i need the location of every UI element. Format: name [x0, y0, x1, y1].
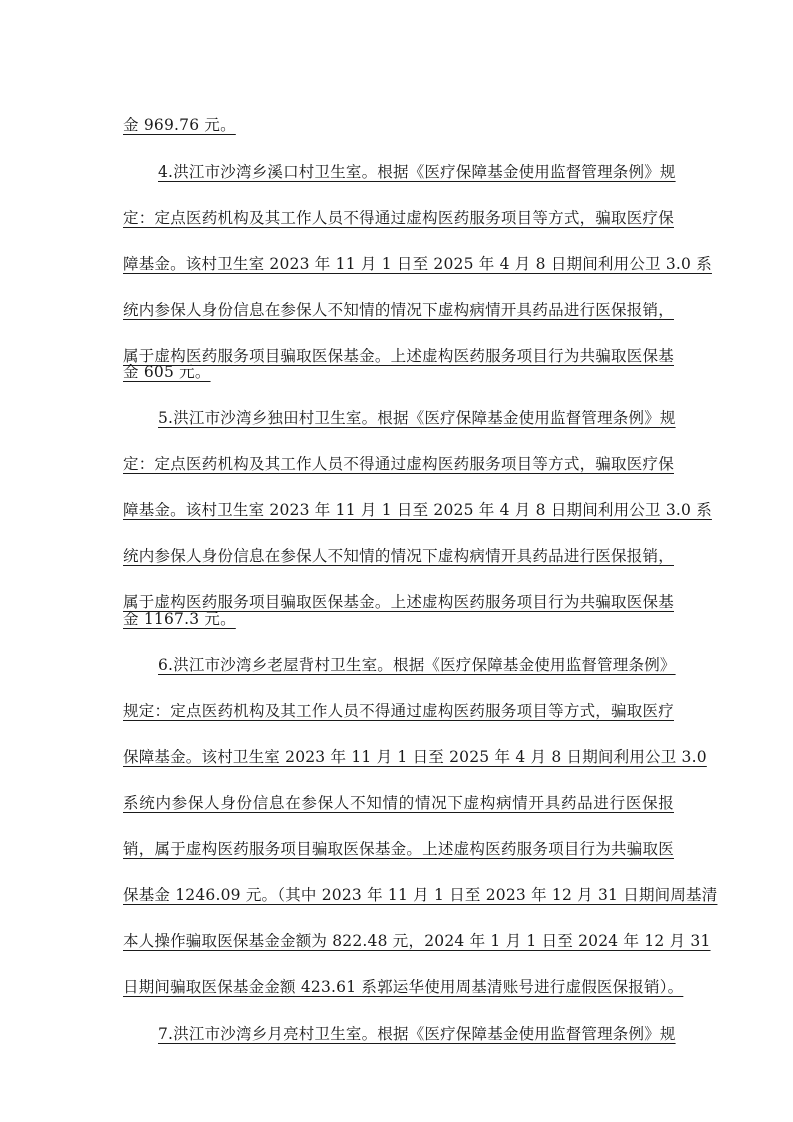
text-line: 规定：定点医药机构及其工作人员不得通过虚构医药服务项目等方式，骗取医疗: [123, 702, 674, 720]
text-line: 属于虚构医药服务项目骗取医保基金。上述虚构医药服务项目行为共骗取医保基: [123, 593, 674, 611]
text-line: 系统内参保人身份信息在参保人不知情的情况下虚构病情开具药品进行医保报: [123, 794, 674, 812]
paragraph-7-line-1: 7.洪江市沙湾乡月亮村卫生室。根据《医疗保障基金使用监督管理条例》规: [158, 1025, 676, 1043]
text-line: 金 605 元。: [123, 363, 211, 381]
paragraph-4-line-1: 4.洪江市沙湾乡溪口村卫生室。根据《医疗保障基金使用监督管理条例》规: [158, 163, 676, 181]
text-line: 日期间骗取医保基金金额 423.61 系郭运华使用周基清账号进行虚假医保报销）。: [123, 978, 684, 996]
text-line: 本人操作骗取医保基金金额为 822.48 元，2024 年 1 月 1 日至 2024 年 12 月 31: [123, 932, 711, 950]
text-line: 属于虚构医药服务项目骗取医保基金。上述虚构医药服务项目行为共骗取医保基: [123, 347, 674, 365]
text-line: 障基金。该村卫生室 2023 年 11 月 1 日至 2025 年 4 月 8 日期间利用公卫 3.0 系: [123, 255, 712, 273]
paragraph-5-line-1: 5.洪江市沙湾乡独田村卫生室。根据《医疗保障基金使用监督管理条例》规: [158, 409, 676, 427]
text-line: 销，属于虚构医药服务项目骗取医保基金。上述虚构医药服务项目行为共骗取医: [123, 840, 674, 858]
text-line: 定：定点医药机构及其工作人员不得通过虚构医药服务项目等方式，骗取医疗保: [123, 209, 674, 227]
text-line: 保基金 1246.09 元。（其中 2023 年 11 月 1 日至 2023 年 12 月 31 日期间周基清: [123, 886, 718, 904]
text-line: 统内参保人身份信息在参保人不知情的情况下虚构病情开具药品进行医保报销，: [123, 547, 674, 565]
text-line: 障基金。该村卫生室 2023 年 11 月 1 日至 2025 年 4 月 8 日期间利用公卫 3.0 系: [123, 501, 712, 519]
text-line: 金 1167.3 元。: [123, 610, 236, 628]
text-line: 保障基金。该村卫生室 2023 年 11 月 1 日至 2025 年 4 月 8 日期间利用公卫 3.0: [123, 748, 707, 766]
text-line: 定：定点医药机构及其工作人员不得通过虚构医药服务项目等方式，骗取医疗保: [123, 455, 674, 473]
text-line: 金 969.76 元。: [123, 116, 236, 134]
text-line: 统内参保人身份信息在参保人不知情的情况下虚构病情开具药品进行医保报销，: [123, 301, 674, 319]
paragraph-6-line-1: 6.洪江市沙湾乡老屋背村卫生室。根据《医疗保障基金使用监督管理条例》: [158, 656, 676, 674]
